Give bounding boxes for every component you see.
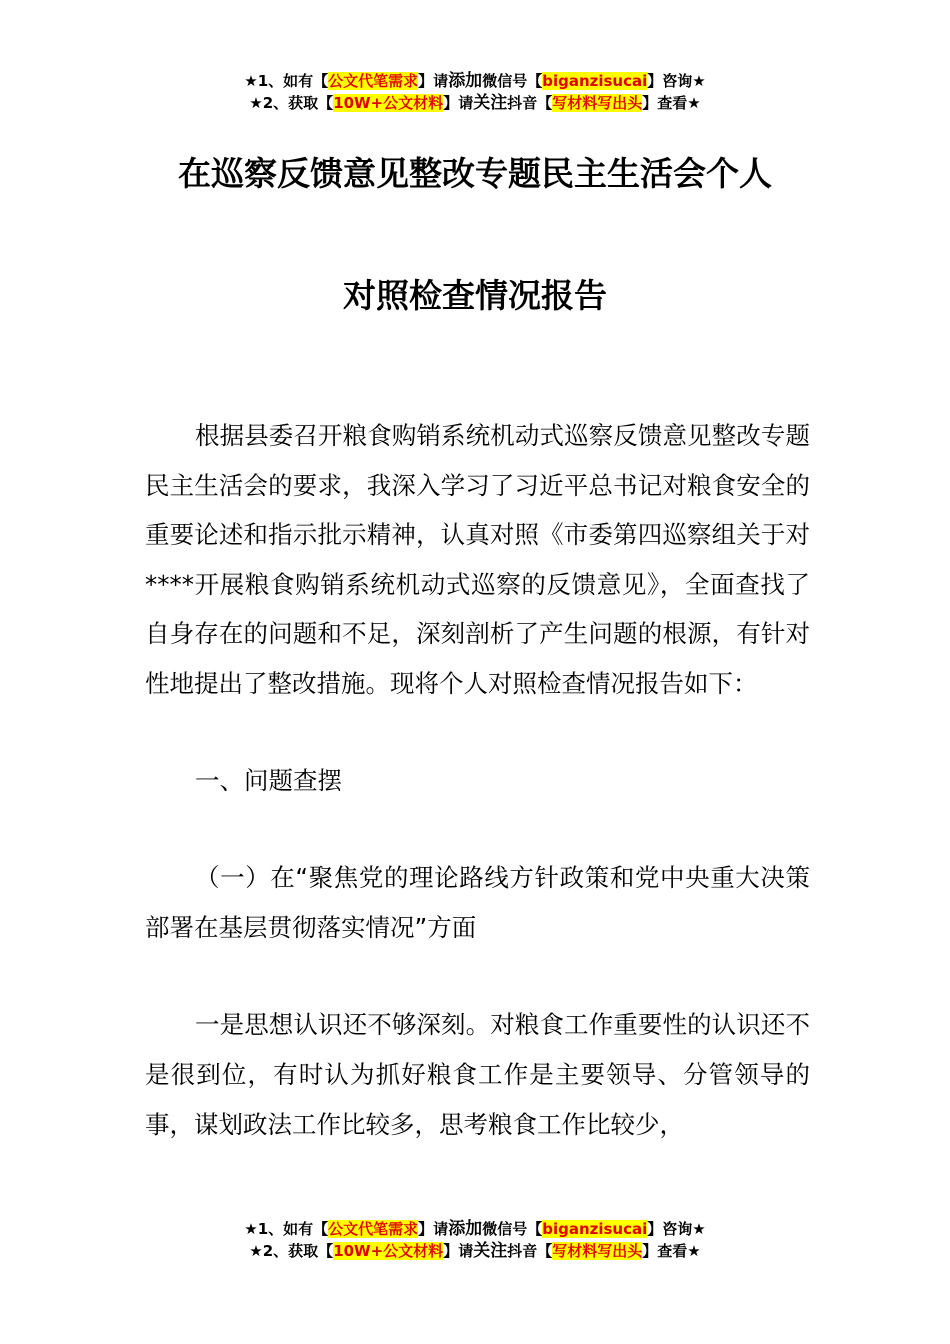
banner-text: 】请 xyxy=(443,1242,474,1260)
document-body xyxy=(145,411,810,1149)
banner-text: ★1、如有【 xyxy=(244,1220,329,1238)
banner-emphasis: 关注 xyxy=(473,93,508,113)
banner-text: 】查看★ xyxy=(642,94,701,112)
banner-highlight: 10W+公文材料 xyxy=(333,1242,444,1260)
banner-highlight-douyin: 写材料写出头 xyxy=(552,1242,643,1260)
banner-line-1 xyxy=(0,1218,950,1240)
banner-emphasis: 添加 xyxy=(448,71,483,91)
document-title-line-1: 在巡察反馈意见整改专题民主生活会个人 xyxy=(178,154,772,193)
banner-text: ★1、如有【 xyxy=(244,72,329,90)
banner-line-2 xyxy=(0,1240,950,1262)
banner-highlight: 公文代笔需求 xyxy=(328,1220,419,1238)
subsection-heading: （一）在“聚焦党的理论路线方针政策和党中央重大决策部署在基层贯彻落实情况”方面 xyxy=(145,863,810,942)
banner-text: 抖音【 xyxy=(507,94,553,112)
banner-text: 】咨询★ xyxy=(647,1220,706,1238)
intro-paragraph: 根据县委召开粮食购销系统机动式巡察反馈意见整改专题民主生活会的要求，我深入学习了习近平总书记对粮食安全的重要论述和指示批示精神，认真对照《市委第四巡察组关于对****开展粮食购销系统机动式巡察的反馈意见》，全面查找了自身存在的问题和不足，深刻剖析了产生问题的根源，有针对性地提出了整改措施。现将个人对照检查情况报告如下： xyxy=(145,421,810,698)
banner-text: 微信号【 xyxy=(482,72,543,90)
header-banner xyxy=(0,70,950,114)
banner-highlight: 10W+公文材料 xyxy=(333,94,444,112)
banner-text: 】查看★ xyxy=(642,1242,701,1260)
banner-text: 】请 xyxy=(443,94,474,112)
banner-highlight-wechat: biganzisucai xyxy=(542,72,648,90)
banner-text: 】请 xyxy=(418,72,449,90)
banner-emphasis: 添加 xyxy=(448,1219,483,1239)
banner-highlight-douyin: 写材料写出头 xyxy=(552,94,643,112)
banner-text: 抖音【 xyxy=(507,1242,553,1260)
banner-text: ★2、获取【 xyxy=(249,1242,334,1260)
banner-text: ★2、获取【 xyxy=(249,94,334,112)
section-heading: 一、问题查摆 xyxy=(195,765,342,795)
banner-text: 微信号【 xyxy=(482,1220,543,1238)
banner-emphasis: 关注 xyxy=(473,1241,508,1261)
banner-line-1 xyxy=(0,70,950,92)
banner-highlight-wechat: biganzisucai xyxy=(542,1220,648,1238)
banner-line-2 xyxy=(0,92,950,114)
banner-text: 】咨询★ xyxy=(647,72,706,90)
banner-text: 】请 xyxy=(418,1220,449,1238)
point-paragraph: 一是思想认识还不够深刻。对粮食工作重要性的认识还不是很到位，有时认为抓好粮食工作是主要领导、分管领导的事，谋划政法工作比较多，思考粮食工作比较少， xyxy=(145,1010,810,1139)
document-title-line-2: 对照检查情况报告 xyxy=(343,276,607,315)
footer-banner xyxy=(0,1218,950,1262)
banner-highlight: 公文代笔需求 xyxy=(328,72,419,90)
